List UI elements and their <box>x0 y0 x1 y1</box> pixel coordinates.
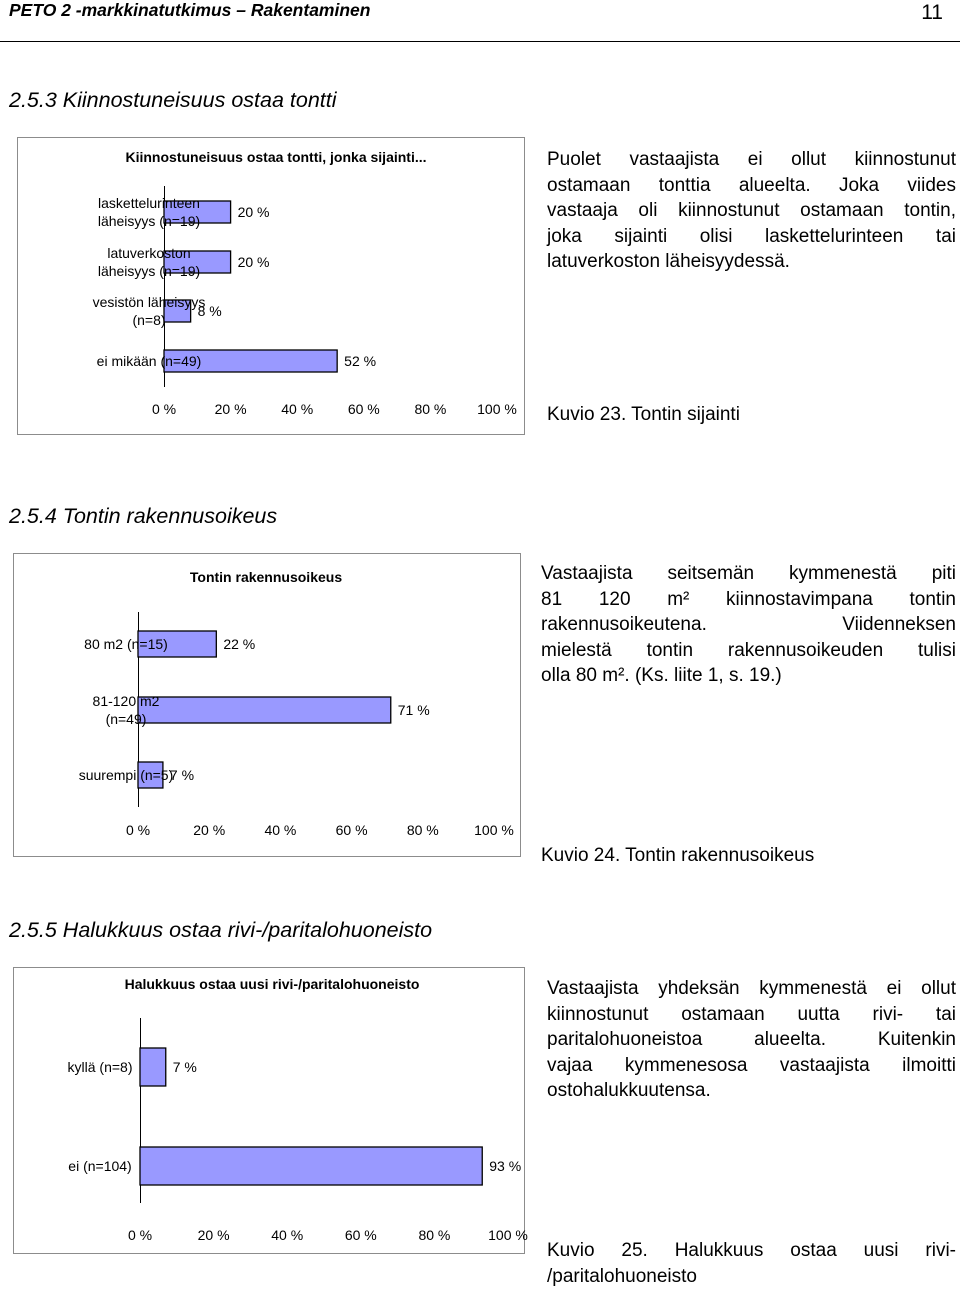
x-tick-label: 60 % <box>336 822 368 838</box>
text-line: rakennusoikeutena. Viidenneksen <box>541 612 956 638</box>
data-label: 22 % <box>223 636 255 652</box>
x-tick-label: 0 % <box>126 822 150 838</box>
figure-caption-24 <box>541 843 814 869</box>
text-line: latuverkoston läheisyydessä. <box>547 249 956 275</box>
x-tick-label: 20 % <box>215 401 247 417</box>
chart-title: Tontin rakennusoikeus <box>190 569 342 585</box>
chart-box-tontin-rakennusoikeus <box>13 553 521 857</box>
text-line: Vastaajista yhdeksän kymmenestä ei ollut <box>547 976 956 1002</box>
chart-tontin-sijainti <box>18 138 526 436</box>
section-heading-2-5-4: 2.5.4 Tontin rakennusoikeus <box>9 504 277 529</box>
category-label: latuverkoston <box>107 245 190 261</box>
category-label: suurempi (n=5) <box>79 767 174 783</box>
x-tick-label: 20 % <box>193 822 225 838</box>
text-line: ostohalukkuutensa. <box>547 1078 956 1104</box>
section-text-2-5-4 <box>541 561 956 689</box>
data-label: 93 % <box>489 1158 521 1174</box>
chart-box-halukkuus <box>13 967 525 1254</box>
category-label: läheisyys (n=19) <box>98 263 200 279</box>
text-line: mielestä tontin rakennusoikeuden tulisi <box>541 638 956 664</box>
data-label: 7 % <box>173 1059 197 1075</box>
chart-title: Halukkuus ostaa uusi rivi-/paritalohuoneisto <box>125 976 420 992</box>
category-label: ei (n=104) <box>68 1158 131 1174</box>
figure-caption-23 <box>547 402 740 428</box>
bar <box>138 697 391 723</box>
category-label: ei mikään (n=49) <box>97 353 202 369</box>
text-line: Puolet vastaajista ei ollut kiinnostunut <box>547 147 956 173</box>
text-line: vastaaja oli kiinnostunut ostamaan tontin, <box>547 198 956 224</box>
category-label: läheisyys (n=19) <box>98 213 200 229</box>
figure-caption-25 <box>547 1238 956 1289</box>
running-header-title: PETO 2 -markkinatutkimus – Rakentaminen <box>9 0 370 21</box>
x-tick-label: 80 % <box>407 822 439 838</box>
text-line: 81 120 m² kiinnostavimpana tontin <box>541 587 956 613</box>
caption-line: Kuvio 23. Tontin sijainti <box>547 402 740 428</box>
text-line: Vastaajista seitsemän kymmenestä piti <box>541 561 956 587</box>
category-label: laskettelurinteen <box>98 195 200 211</box>
section-text-2-5-5 <box>547 976 956 1104</box>
chart-halukkuus <box>14 968 526 1255</box>
category-label: (n=49) <box>106 711 147 727</box>
section-heading-2-5-3: 2.5.3 Kiinnostuneisuus ostaa tontti <box>9 88 337 113</box>
x-tick-label: 100 % <box>474 822 514 838</box>
x-tick-label: 0 % <box>128 1227 152 1243</box>
bar <box>140 1147 482 1185</box>
text-line: kiinnostunut ostamaan uutta rivi- tai <box>547 1002 956 1028</box>
category-label: 80 m2 (n=15) <box>84 636 168 652</box>
data-label: 7 % <box>170 767 194 783</box>
page-number: 11 <box>921 1 943 25</box>
category-label: 81-120 m2 <box>93 693 160 709</box>
text-line: paritalohuoneistoa alueelta. Kuitenkin <box>547 1027 956 1053</box>
x-tick-label: 0 % <box>152 401 176 417</box>
category-label: vesistön läheisyys <box>93 294 206 310</box>
x-tick-label: 60 % <box>348 401 380 417</box>
caption-line: /paritalohuoneisto <box>547 1264 956 1289</box>
text-line: ostamaan tonttia alueelta. Joka viides <box>547 173 956 199</box>
data-label: 20 % <box>238 204 270 220</box>
caption-line: Kuvio 24. Tontin rakennusoikeus <box>541 843 814 869</box>
x-tick-label: 80 % <box>414 401 446 417</box>
x-tick-label: 80 % <box>418 1227 450 1243</box>
x-tick-label: 40 % <box>264 822 296 838</box>
caption-line: Kuvio 25. Halukkuus ostaa uusi rivi- <box>547 1238 956 1264</box>
chart-tontin-rakennusoikeus <box>14 554 522 858</box>
data-label: 20 % <box>238 254 270 270</box>
category-label: kyllä (n=8) <box>68 1059 133 1075</box>
header-divider <box>0 41 960 42</box>
bar <box>140 1048 166 1086</box>
x-tick-label: 100 % <box>488 1227 528 1243</box>
x-tick-label: 20 % <box>198 1227 230 1243</box>
data-label: 71 % <box>398 702 430 718</box>
section-heading-2-5-5: 2.5.5 Halukkuus ostaa rivi-/paritalohuoneisto <box>9 918 432 943</box>
text-line: olla 80 m². (Ks. liite 1, s. 19.) <box>541 663 956 689</box>
x-tick-label: 40 % <box>281 401 313 417</box>
x-tick-label: 40 % <box>271 1227 303 1243</box>
x-tick-label: 100 % <box>477 401 517 417</box>
data-label: 52 % <box>344 353 376 369</box>
section-text-2-5-3 <box>547 147 956 275</box>
text-line: vajaa kymmenesosa vastaajista ilmoitti <box>547 1053 956 1079</box>
chart-box-tontin-sijainti <box>17 137 525 435</box>
text-line: joka sijainti olisi laskettelurinteen tai <box>547 224 956 250</box>
chart-title: Kiinnostuneisuus ostaa tontti, jonka sijainti... <box>125 149 426 165</box>
data-label: 8 % <box>198 303 222 319</box>
category-label: (n=8) <box>132 312 165 328</box>
x-tick-label: 60 % <box>345 1227 377 1243</box>
